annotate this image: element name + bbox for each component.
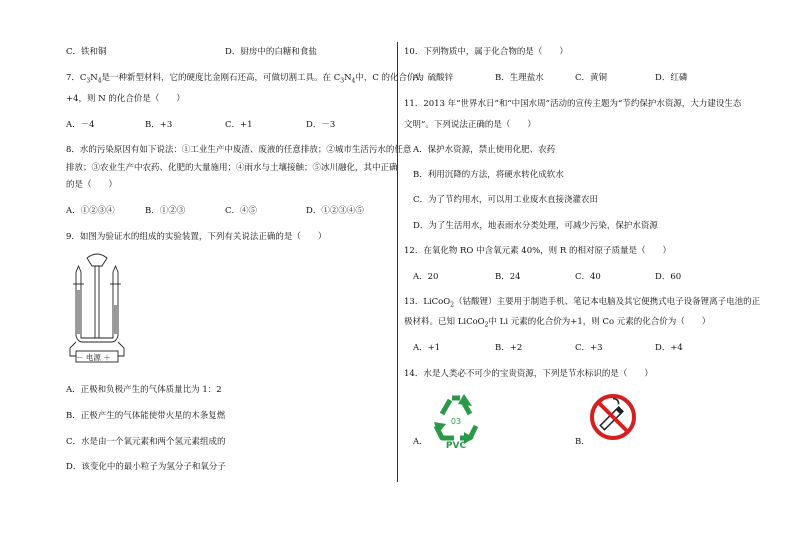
column-divider xyxy=(397,42,398,482)
q11-option-a: A．保护水资源，禁止使用化肥、农药 xyxy=(413,145,556,155)
q13-option-a: A．+1 xyxy=(413,343,441,353)
q14-option-b: B． xyxy=(575,437,590,447)
q9-stem: 9．如图为验证水的组成的实验装置，下列有关说法正确的是（ ） xyxy=(66,232,327,242)
q10-option-c: C．黄铜 xyxy=(575,73,608,83)
q13-option-b: B．+2 xyxy=(495,343,523,353)
no-smoking-icon xyxy=(590,394,636,440)
q8-stem-line1: 8．水的污染原因有如下说法：①工业生产中废渣、废液的任意排放；②城市生活污水的任意 xyxy=(66,145,412,155)
q14-option-a: A． xyxy=(413,437,428,447)
q6-option-d: D．厨房中的白糖和食盐 xyxy=(225,47,317,57)
q13-stem-line2: 极材料。已知 LiCoO$_2$中 Li 元素的化合价为+1，则 Co 元素的化合价为（ ） xyxy=(404,317,711,329)
q13-option-c: C．+3 xyxy=(575,343,603,353)
q7-stem-line2: +4，则 N 的化合价是（ ） xyxy=(66,94,185,104)
recycle-code-text: 03 xyxy=(450,417,462,426)
q7-option-d: D．－3 xyxy=(306,120,336,130)
q9-option-c: C．水是由一个氧元素和两个氢元素组成的 xyxy=(66,437,226,447)
q11-option-b: B．利用沉降的方法，将硬水转化成软水 xyxy=(413,170,564,180)
q8-stem-line3: 的是（ ） xyxy=(66,180,118,190)
q7-stem-line1: 7．$C_3N_4$是一种新型材料，它的硬度比金刚石还高，可做切割工具。在 $C_3N_4$中，C 的化合价为 xyxy=(66,73,425,85)
q8-option-d: D．①②③④⑤ xyxy=(306,206,364,216)
q11-stem-line1: 11．2013 年“世界水日”和“中国水周”活动的宣传主题为“节约保护水资源，大力建设生态 xyxy=(404,99,742,109)
q11-option-d: D．为了生活用水，地表雨水分类处理，可减少污染，保护水资源 xyxy=(413,221,658,231)
q12-stem: 12．在氧化物 RO 中含氧元素 40%，则 R 的相对原子质量是（ ） xyxy=(404,246,671,256)
recycle-pvc-icon xyxy=(428,392,484,451)
power-source-label: － 电源 ＋ xyxy=(76,353,111,362)
q10-option-a: A．硫酸锌 xyxy=(413,73,454,83)
q12-option-d: D．60 xyxy=(655,272,682,282)
q13-stem-line1: 13．LiCoO$_2$（钴酸锂）主要用于制造手机、笔记本电脑及其它便携式电子设备锂离子电池的正 xyxy=(404,297,761,309)
q8-stem-line2: 排放；③农业生产中农药、化肥的大量施用；④雨水与土壤接触；⑤冰川融化，其中正确 xyxy=(66,163,398,173)
q12-option-b: B．24 xyxy=(495,272,521,282)
q12-option-c: C．40 xyxy=(575,272,601,282)
q8-option-b: B．①②③ xyxy=(145,206,186,216)
q7-option-b: B．+3 xyxy=(145,120,173,130)
recycle-material-text: PVC xyxy=(445,441,467,451)
q14-stem: 14．水是人类必不可少的宝贵资源，下列是节水标识的是（ ） xyxy=(404,369,653,379)
q9-option-a: A．正极和负极产生的气体质量比为 1：2 xyxy=(66,385,222,395)
q13-option-d: D．+4 xyxy=(655,343,683,353)
q8-option-c: C．④⑤ xyxy=(225,206,258,216)
q7-option-a: A．－4 xyxy=(66,120,95,130)
q11-option-c: C．为了节约用水，可以用工业废水直接浇灌农田 xyxy=(413,195,599,205)
q12-option-a: A．20 xyxy=(413,272,439,282)
q10-option-d: D．红磷 xyxy=(655,73,688,83)
q6-option-c: C．铁和铜 xyxy=(66,47,107,57)
q10-option-b: B．生理盐水 xyxy=(495,73,544,83)
q11-stem-line2: 文明”。下列说法正确的是（ ） xyxy=(404,120,536,130)
q8-option-a: A．①②③④ xyxy=(66,206,115,216)
q9-option-b: B．正极产生的气体能使带火星的木条复燃 xyxy=(66,411,226,421)
q7-option-c: C．+1 xyxy=(225,120,253,130)
q10-stem: 10．下列物质中，属于化合物的是（ ） xyxy=(404,47,568,57)
q9-option-d: D．该变化中的最小粒子为氢分子和氧分子 xyxy=(66,462,226,472)
